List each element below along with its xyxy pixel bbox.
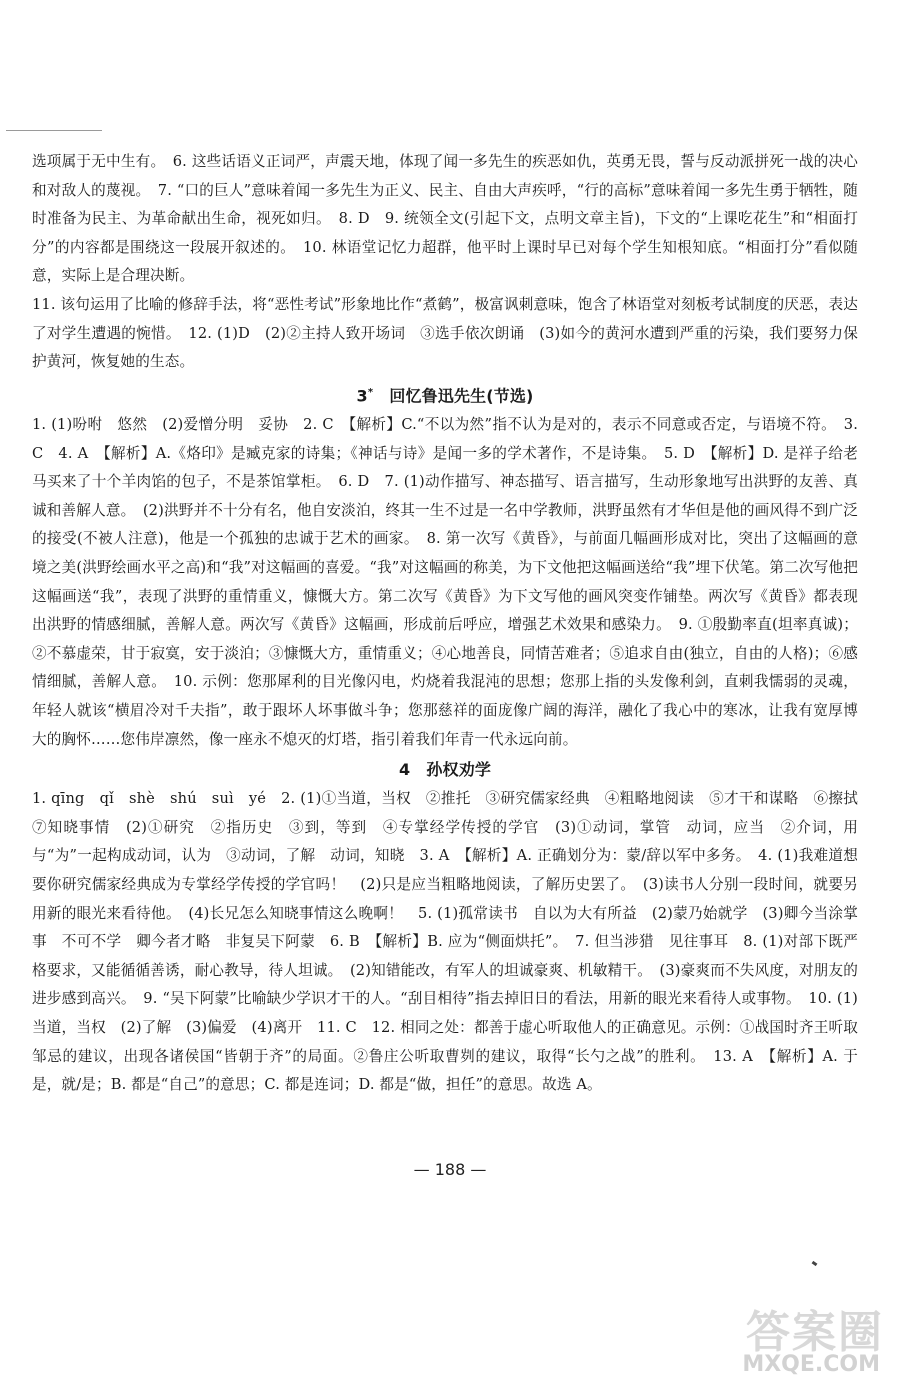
watermark-logo <box>711 1296 886 1382</box>
watermark-logo-text: 答案圈 <box>746 1307 884 1358</box>
answer-content <box>32 148 873 1100</box>
stray-mark <box>812 1261 818 1266</box>
section-body-3: 1. (1)吩咐 悠然 (2)爱憎分明 妥协 2. C 【解析】C.“不以为然”指不认为是对的，表示不同意或否定，与语境不符。 3. C 4. A 【解析】A.《烙印》是臧克家的诗集；《神话与诗》是闻一多的学术著作，不是诗集。 5. D 【解析】D. 是祥子给老马买来了十个羊肉馅的包子，不是茶馆掌柜。 6. D 7. (1)动作描写、神态描写、语言描写，生动形象地写出洪野的友善、真诚和善解人意。 (2)洪野并不十分有名，他自安淡泊，终其一生不过是一名中学教师，洪野虽然有才华但是他的画风得不到广泛的接受(不被人注意)，他是一个孤独的忠诚于艺术的画家。 8. 第一次写《黄昏》，与前面几幅画形成对比，突出了这幅画的意境之美(洪野绘画水平之高)和“我”对这幅画的喜爱。“我”对这幅画的称美，为下文他把这幅画送给“我”埋下伏笔。第二次写他把这幅画送“我”，表现了洪野的重情重义，慷慨大方。第二次写《黄昏》为下文写他的画风突变作铺垫。两次写《黄昏》都表现出洪野的情感细腻，善解人意。两次写《黄昏》这幅画，形成前后呼应，增强艺术效果和感染力。 9. ①殷勤率直(坦率真诚)；②不慕虚荣，甘于寂寞，安于淡泊；③慷慨大方，重情重义；④心地善良，同情苦难者；⑤追求自由(独立，自由的人格)；⑥感情细腻，善解人意。 10. 示例：您那犀利的目光像闪电，灼烧着我混沌的思想；您那上指的头发像利剑，直刺我懦弱的灵魂，年轻人就该“横眉冷对千夫指”，敢于跟坏人坏事做斗争；您那慈祥的面庞像广阔的海洋，融化了我心中的寒冰，让我有宽厚博大的胸怀……您伟岸凛然，像一座永不熄灭的灯塔，指引着我们年青一代永远向前。 <box>32 416 858 748</box>
section-star: * <box>367 386 374 398</box>
section-title-4: 4 孙权劝学 <box>398 760 492 780</box>
watermark-url: MXQE.COM <box>742 1352 880 1377</box>
paragraph-answers-2: 11. 该句运用了比喻的修辞手法，将“恶性考试”形象地比作“煮鹤”，极富讽刺意味，饱含了林语堂对刻板考试制度的厌恶，表达了对学生遭遇的惋惜。 12. (1)D (2)②主持人致开场词 ③选手依次朗诵 (3)如今的黄河水遭到严重的污染，我们要努力保护黄河，恢复她的生态。 <box>32 295 858 371</box>
section-title-3 <box>32 377 858 411</box>
paragraph-answers-1: 选项属于无中生有。 6. 这些话语义正词严，声震天地，体现了闻一多先生的疾恶如仇，英勇无畏，誓与反动派拼死一战的决心和对敌人的蔑视。 7. “口的巨人”意味着闻一多先生为正义、民主、自由大声疾呼，“行的高标”意味着闻一多先生勇于牺牲，随时准备为民主、为革命献出生命，视死如归。 8. D 9. 统领全文(引起下文，点明文章主旨)，下文的“上课吃花生”和“相面打分”的内容都是围绕这一段展开叙述的。 10. 林语堂记忆力超群，他平时上课时早已对每个学生知根知底。“相面打分”看似随意，实际上是合理决断。 <box>32 153 858 285</box>
page-number-value: 188 <box>434 1160 466 1179</box>
section-name-3: 回忆鲁迅先生(节选) <box>373 386 534 406</box>
section-body-4: 1. qīng qǐ shè shú suì yé 2. (1)①当道，当权 ②推托 ③研究儒家经典 ④粗略地阅读 ⑤才干和谋略 ⑥擦拭 ⑦知晓事情 (2)①研究 ②指历史 ③到，等到 ④专掌经学传授的学官 (3)①动词，掌管 动词，应当 ②介词，用 与“为”一起构成动词，认为 ③动词，了解 动词，知晓 3. A 【解析】A. 正确划分为：蒙/辞以军中多务。 4. (1)我难道想要你研究儒家经典成为专掌经学传授的学官吗！ (2)只是应当粗略地阅读，了解历史罢了。 (3)读书人分别一段时间，就要另用新的眼光来看待他。 (4)长兄怎么知晓事情这么晚啊！ 5. (1)孤常读书 自以为大有所益 (2)蒙乃始就学 (3)卿今当涂掌事 不可不学 卿今者才略 非复吴下阿蒙 6. B 【解析】B. 应为“侧面烘托”。 7. 但当涉猎 见往事耳 8. (1)对部下既严格要求，又能循循善诱，耐心教导，待人坦诚。 (2)知错能改，有军人的坦诚豪爽、机敏精干。 (3)豪爽而不失风度，对朋友的进步感到高兴。 9. “吴下阿蒙”比喻缺少学识才干的人。“刮目相待”指去掉旧日的看法，用新的眼光来看待人或事物。 10. (1)当道，当权 (2)了解 (3)偏爱 (4)离开 11. C 12. 相同之处：都善于虚心听取他人的正确意见。示例：①战国时齐王听取邹忌的建议，出现各诸侯国“皆朝于齐”的局面。②鲁庄公听取曹刿的建议，取得“长勺之战”的胜利。 13. A 【解析】A. 于是，就/是；B. 都是“自己”的意思；C. 都是连词；D. 都是“做，担任”的意思。故选 A。 <box>32 790 873 1094</box>
top-rule <box>6 130 102 131</box>
section-number-3: 3 <box>356 386 368 406</box>
page-number: — 188 — <box>413 1160 487 1179</box>
